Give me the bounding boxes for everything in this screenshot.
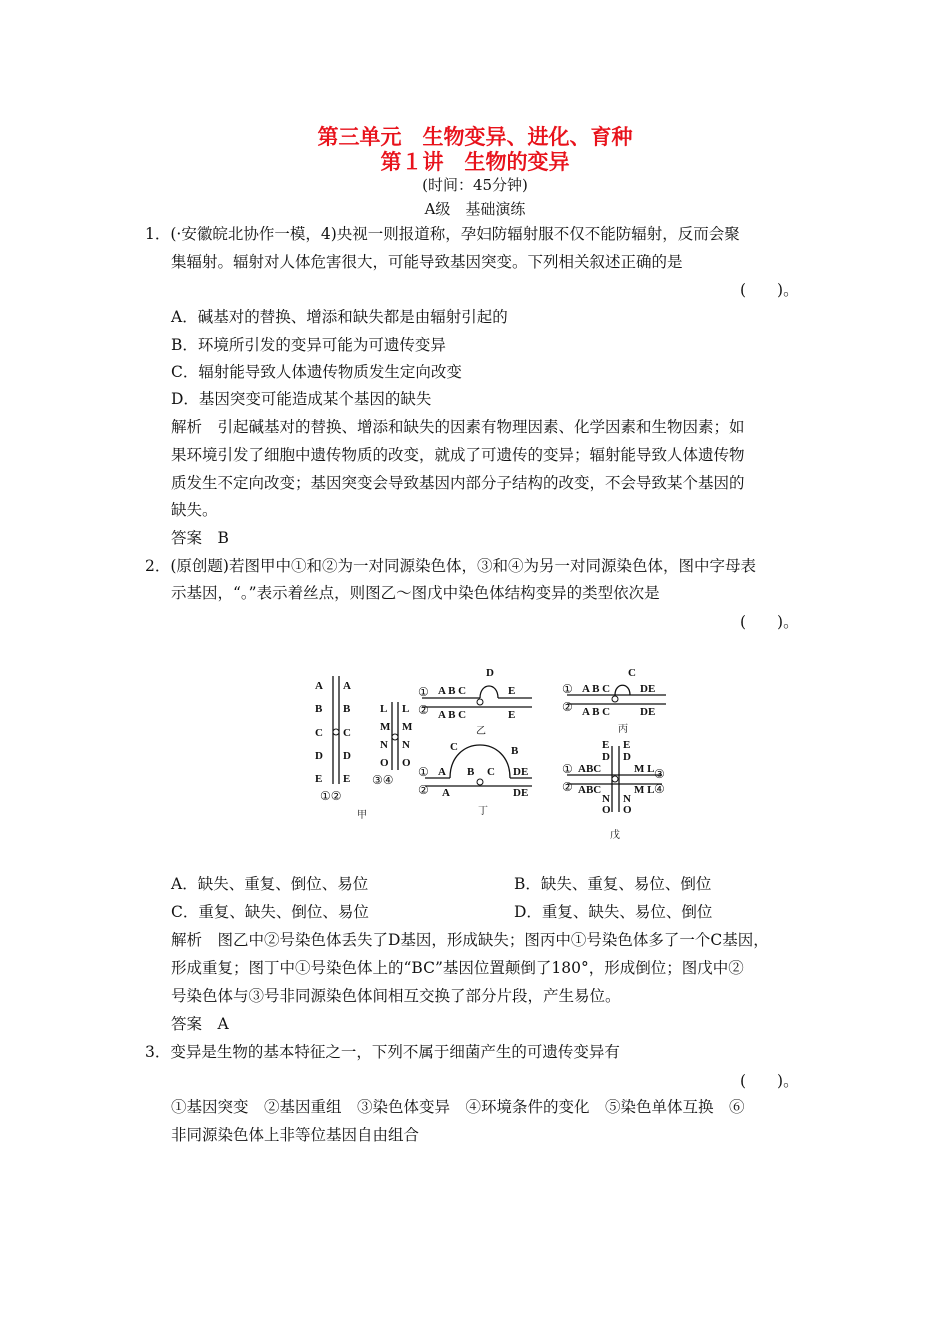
q2-answer: 答案 A	[171, 1015, 229, 1033]
q1-analysis-line3: 质发生不定向改变；基因突变会导致基因内部分子结构的改变，不会导致某个基因的	[171, 474, 745, 492]
gene-label: A B C	[582, 706, 611, 718]
chromosome-number: ②	[418, 703, 429, 717]
gene-label: O	[602, 804, 611, 816]
q1-stem-line2: 集辐射。辐射对人体危害很大，可能导致基因突变。下列相关叙述正确的是	[171, 253, 683, 271]
gene-label: E	[602, 739, 610, 751]
chromosome-number: ③④	[372, 773, 394, 787]
gene-label: O	[402, 757, 411, 769]
gene-label: M L	[634, 763, 655, 775]
gene-label: DE	[640, 683, 656, 695]
q2-analysis-line2: 形成重复；图丁中①号染色体上的“BC”基因位置颠倒了180°，形成倒位；图戊中②	[171, 959, 744, 977]
gene-label: M	[380, 721, 391, 733]
gene-label: L	[402, 703, 410, 715]
gene-label: A	[315, 680, 323, 692]
q3-items-line1: ①基因突变 ②基因重组 ③染色体变异 ④环境条件的变化 ⑤染色单体互换 ⑥	[171, 1098, 745, 1116]
chromosome-number: ①	[418, 765, 429, 779]
chromosome-number: ②	[562, 780, 573, 794]
chromosome-number: ①	[418, 685, 429, 699]
gene-label: DE	[513, 766, 529, 778]
q2-option-c: C．重复、缺失、倒位、易位	[171, 903, 369, 921]
gene-label: ABC	[578, 763, 602, 775]
gene-label: B	[343, 703, 351, 715]
chromosome-figure	[310, 662, 710, 847]
gene-label: A	[343, 680, 351, 692]
chromosome-number: ②	[418, 783, 429, 797]
figure-caption-yi: 乙	[476, 726, 486, 737]
chromosome-number: ③	[654, 767, 665, 781]
gene-label: D	[623, 751, 631, 763]
gene-label: A	[442, 787, 450, 799]
q3-answer-blank: ( )。	[740, 1072, 799, 1090]
gene-label: N	[402, 739, 410, 751]
lesson-title: 第１讲 生物的变异	[380, 150, 570, 174]
q2-answer-blank: ( )。	[740, 613, 799, 631]
gene-label: DE	[640, 706, 656, 718]
gene-label: D	[343, 750, 351, 762]
gene-label: A	[438, 766, 446, 778]
gene-label: M	[402, 721, 413, 733]
gene-label: O	[380, 757, 389, 769]
gene-label: M L	[634, 784, 655, 796]
gene-label: C	[315, 727, 323, 739]
figure-caption-bing: 丙	[618, 724, 628, 735]
gene-label: A B C	[582, 683, 611, 695]
q1-option-b: B．环境所引发的变异可能为可遗传变异	[171, 336, 446, 354]
gene-label: D	[602, 751, 610, 763]
q2-stem-line2: 示基因，“。”表示着丝点，则图乙～图戊中染色体结构变异的类型依次是	[171, 584, 660, 602]
gene-label: C	[343, 727, 351, 739]
gene-label: E	[343, 773, 351, 785]
gene-label: N	[380, 739, 388, 751]
unit-title: 第三单元 生物变异、进化、育种	[317, 125, 633, 149]
gene-label: A B C	[438, 709, 467, 721]
gene-label: E	[508, 685, 516, 697]
level-label: A级 基础演练	[424, 200, 526, 218]
gene-label: B	[467, 766, 475, 778]
gene-label: E	[623, 739, 631, 751]
gene-label: DE	[513, 787, 529, 799]
gene-label: N	[623, 793, 631, 805]
q1-analysis-line2: 果环境引发了细胞中遗传物质的改变，就成了可遗传的变异；辐射能导致人体遗传物	[171, 446, 745, 464]
gene-label: B	[511, 745, 519, 757]
gene-label: A B C	[438, 685, 467, 697]
figure-caption-wu: 戊	[610, 830, 620, 841]
gene-label: ABC	[578, 784, 602, 796]
gene-label: C	[628, 667, 636, 679]
gene-label: O	[623, 804, 632, 816]
chromosome-number: ①	[562, 682, 573, 696]
q3-items-line2: 非同源染色体上非等位基因自由组合	[171, 1126, 420, 1144]
gene-label: B	[315, 703, 323, 715]
chromosome-number: ②	[562, 700, 573, 714]
q2-option-b: B．缺失、重复、易位、倒位	[514, 875, 712, 893]
gene-label: N	[602, 793, 610, 805]
gene-label: E	[508, 709, 516, 721]
q1-option-d: D．基因突变可能造成某个基因的缺失	[171, 390, 432, 408]
gene-label: C	[487, 766, 495, 778]
q1-stem-line1: 1．(·安徽皖北协作一模，4)央视一则报道称，孕妇防辐射服不仅不能防辐射，反而会聚	[145, 225, 740, 243]
gene-label: C	[450, 741, 458, 753]
figure-caption-ding: 丁	[478, 806, 488, 817]
gene-label: D	[486, 667, 494, 679]
q1-option-a: A．碱基对的替换、增添和缺失都是由辐射引起的	[171, 308, 508, 326]
q1-answer-blank: ( )。	[740, 281, 799, 299]
q1-analysis-line4: 缺失。	[171, 501, 218, 519]
q2-option-a: A．缺失、重复、倒位、易位	[171, 875, 369, 893]
q1-analysis-line1: 解析 引起碱基对的替换、增添和缺失的因素有物理因素、化学因素和生物因素；如	[171, 418, 745, 436]
chromosome-number: ④	[654, 782, 665, 796]
q1-answer: 答案 B	[171, 529, 229, 547]
time-limit: (时间：45分钟)	[422, 176, 528, 194]
gene-label: L	[380, 703, 388, 715]
q2-stem-line1: 2．(原创题)若图甲中①和②为一对同源染色体，③和④为另一对同源染色体，图中字母表	[145, 557, 756, 575]
q2-analysis-line1: 解析 图乙中②号染色体丢失了D基因，形成缺失；图丙中①号染色体多了一个C基因，	[171, 931, 769, 949]
chromosome-number: ①②	[320, 789, 342, 803]
gene-label: D	[315, 750, 323, 762]
q1-option-c: C．辐射能导致人体遗传物质发生定向改变	[171, 363, 462, 381]
q3-stem: 3．变异是生物的基本特征之一，下列不属于细菌产生的可遗传变异有	[145, 1043, 620, 1061]
gene-label: E	[315, 773, 323, 785]
figure-caption-jia: 甲	[357, 810, 367, 821]
q2-option-d: D．重复、缺失、易位、倒位	[514, 903, 713, 921]
q2-analysis-line3: 号染色体与③号非同源染色体间相互交换了部分片段，产生易位。	[171, 987, 621, 1005]
chromosome-number: ①	[562, 762, 573, 776]
